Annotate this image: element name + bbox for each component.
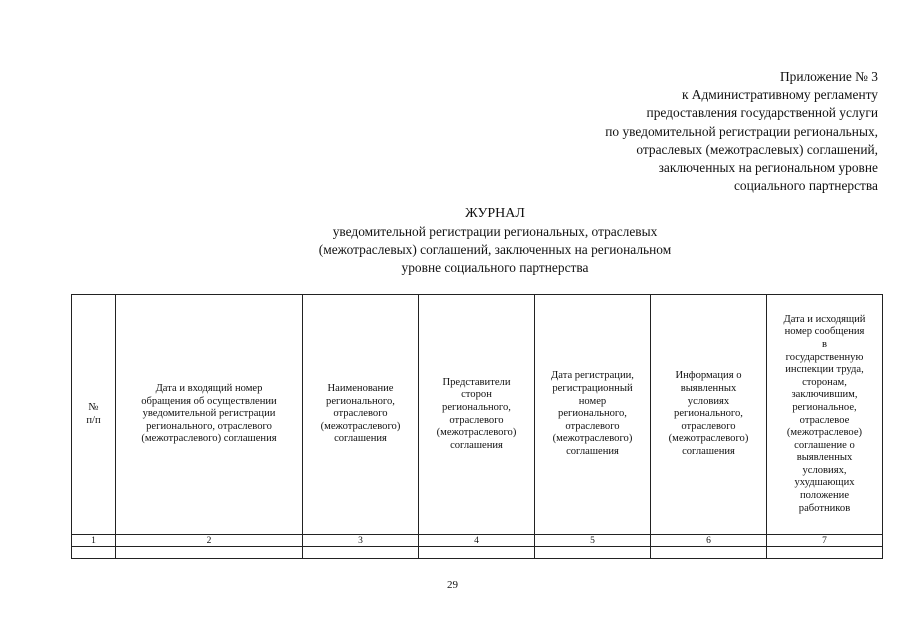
header-text-line: (межотраслевого) [552,433,633,445]
header-text-line: (межотраслевого) [668,433,749,445]
column-number-row [72,535,883,547]
appendix-line: Приложение № 3 [779,69,878,84]
appendix-note [605,68,878,195]
header-text-line: инспекции труда, [785,364,864,376]
header-text-line: соглашения [682,445,735,457]
header-text-line: номер [578,395,607,407]
column-number: 4 [419,535,535,547]
header-text-line: номер сообщения [784,326,865,338]
empty-cell [116,547,303,559]
header-text-line: отраслевого [681,420,736,432]
header-text-line: отраслевого [565,420,620,432]
empty-cell [303,547,419,559]
header-cell [303,295,419,535]
header-text-line: регионального, [558,408,627,420]
title-line: (межотраслевых) соглашений, заключенных на региональном [318,242,672,257]
header-text-line: условиях [687,395,730,407]
header-text-line: регионального, отраслевого [146,420,272,432]
header-text-line: сторонам, [802,376,847,388]
header-cell [419,295,535,535]
title-line: уведомительной регистрации региональных, отраслевых [332,224,658,239]
header-text-line: (межотраслевого) [320,420,401,432]
header-text-line: Дата регистрации, [551,370,634,382]
header-text-line: (межотраслевого) соглашения [141,433,277,445]
header-text-line: работников [798,502,851,514]
header-text-line: регионального, [674,408,743,420]
header-text-line: регистрационный [552,383,633,395]
header-text-line: Дата и исходящий [783,313,866,325]
header-text-line: отраслевое [799,414,850,426]
header-text-line: обращения об осуществлении [141,395,277,407]
header-text-line: (межотраслевое) [786,427,863,439]
appendix-line: отраслевых (межотраслевых) соглашений, [636,141,878,157]
empty-cell [651,547,767,559]
header-cell [116,295,303,535]
header-text-line: условиях, [802,464,847,476]
header-text-line: в [821,338,827,350]
journal-title: ЖУРНАЛ [465,206,525,221]
appendix-line: к Административному регламенту [681,87,878,103]
header-text-line: сторон [461,389,492,401]
header-text-line: отраслевого [333,408,388,420]
title-line: уровне социального партнерства [401,260,589,275]
header-cell [767,295,883,535]
header-text-line: выявленных [680,383,737,395]
column-number: 2 [116,535,303,547]
header-text-line: п/п [86,414,101,426]
empty-cell [72,547,116,559]
appendix-line: социального партнерства [733,178,878,194]
page-number: 29 [447,579,458,591]
header-text-line: отраслевого [449,414,504,426]
column-number: 3 [303,535,419,547]
header-cell [651,295,767,535]
header-cell [72,295,116,535]
header-text-line: Наименование [327,383,394,395]
header-text-line: государственную [785,351,864,363]
header-text-line: № [88,401,99,413]
header-text-line: Представители [442,376,511,388]
header-cell [535,295,651,535]
header-text-line: соглашение о [794,439,855,451]
header-text-line: соглашения [566,445,619,457]
header-text-line: (межотраслевого) [436,427,517,439]
journal-table [71,294,883,559]
header-text-line: региональное, [792,401,857,413]
appendix-line: предоставления государственной услуги [646,105,878,121]
document-title [300,205,690,277]
header-text-line: Дата и входящий номер [155,383,263,395]
empty-data-row [72,547,883,559]
header-text-line: уведомительной регистрации [142,408,276,420]
header-text-line: соглашения [450,439,503,451]
header-text-line: заключившим, [791,389,858,401]
header-text-line: регионального, [442,401,511,413]
header-text-line: выявленных [796,452,853,464]
header-text-line: ухудшающих [794,477,855,489]
table-header-row [72,295,883,535]
column-number: 1 [72,535,116,547]
appendix-line: заключенных на региональном уровне [658,160,878,176]
empty-cell [767,547,883,559]
header-text-line: соглашения [334,433,387,445]
appendix-line: по уведомительной регистрации региональных, [605,123,878,139]
column-number: 7 [767,535,883,547]
header-text-line: положение [799,490,850,502]
empty-cell [419,547,535,559]
header-text-line: Информация о [675,370,742,382]
empty-cell [535,547,651,559]
column-number: 5 [535,535,651,547]
header-text-line: регионального, [326,395,395,407]
column-number: 6 [651,535,767,547]
